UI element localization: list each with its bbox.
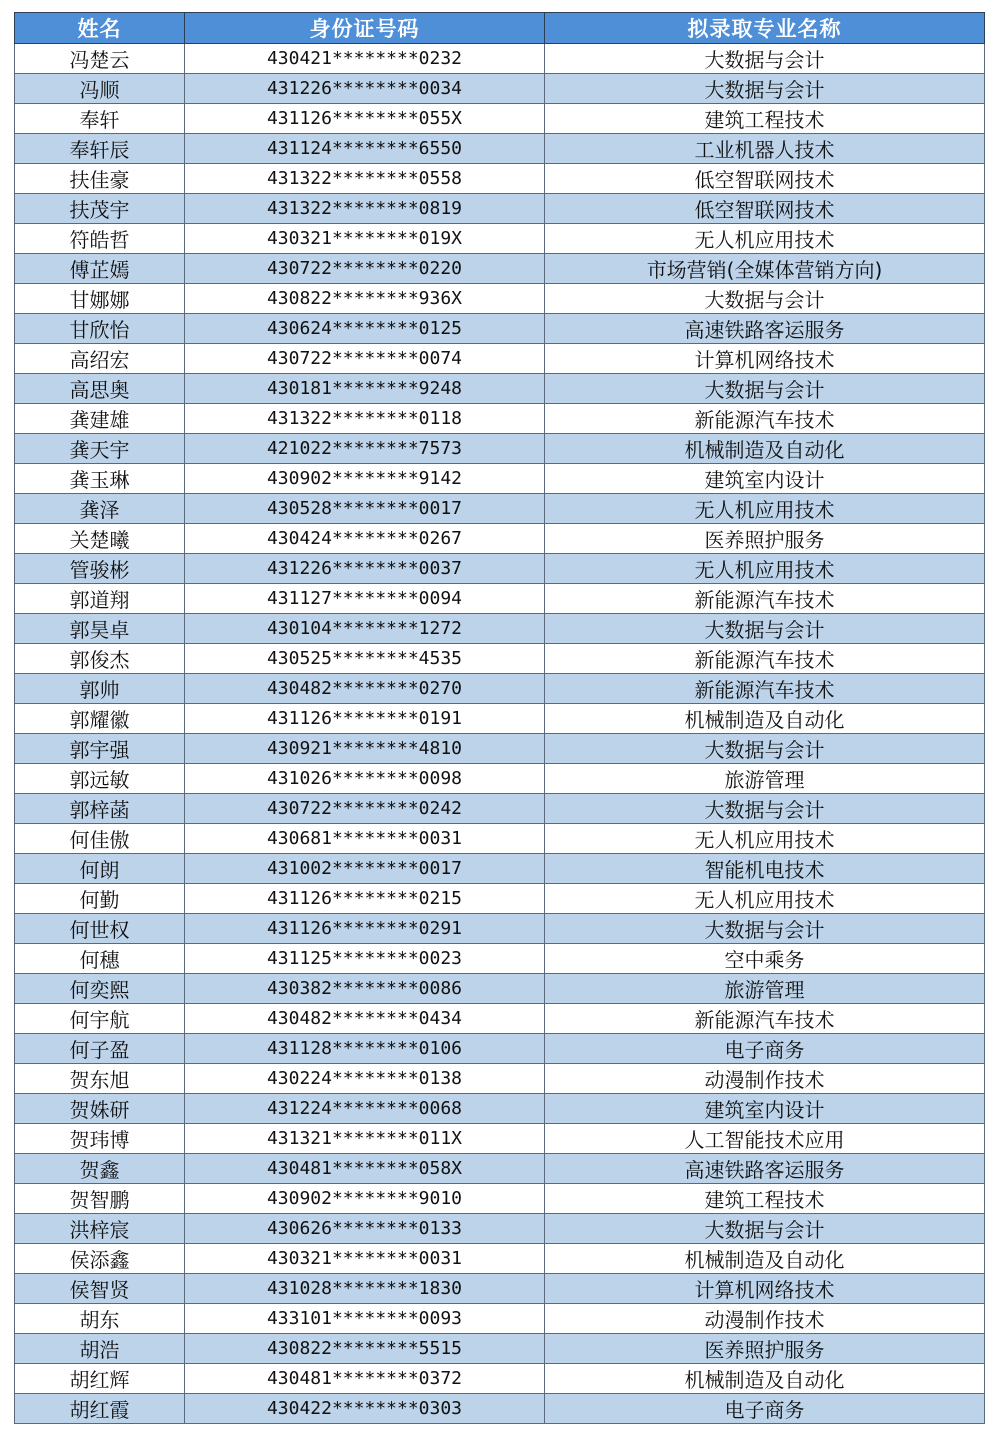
cell-id-number: 430624********0125	[185, 314, 545, 344]
cell-id-number: 431002********0017	[185, 854, 545, 884]
cell-id-number: 430181********9248	[185, 374, 545, 404]
cell-name: 贺姝研	[15, 1094, 185, 1124]
cell-name: 甘欣怡	[15, 314, 185, 344]
cell-name: 郭俊杰	[15, 644, 185, 674]
cell-id-number: 430722********0242	[185, 794, 545, 824]
cell-name: 何宇航	[15, 1004, 185, 1034]
table-row	[15, 824, 985, 854]
table-body	[15, 44, 985, 1424]
table-row	[15, 1064, 985, 1094]
cell-name: 何朗	[15, 854, 185, 884]
cell-name: 高思奥	[15, 374, 185, 404]
cell-major: 新能源汽车技术	[545, 674, 985, 704]
cell-id-number: 431026********0098	[185, 764, 545, 794]
cell-major: 新能源汽车技术	[545, 1004, 985, 1034]
cell-id-number: 431127********0094	[185, 584, 545, 614]
cell-id-number: 430482********0434	[185, 1004, 545, 1034]
cell-id-number: 430481********058X	[185, 1154, 545, 1184]
table-row	[15, 44, 985, 74]
table-row	[15, 1334, 985, 1364]
table-row	[15, 914, 985, 944]
cell-name: 郭远敏	[15, 764, 185, 794]
cell-major: 市场营销(全媒体营销方向)	[545, 254, 985, 284]
cell-major: 动漫制作技术	[545, 1304, 985, 1334]
cell-name: 关楚曦	[15, 524, 185, 554]
table-row	[15, 404, 985, 434]
cell-id-number: 430421********0232	[185, 44, 545, 74]
table-row	[15, 614, 985, 644]
cell-id-number: 430482********0270	[185, 674, 545, 704]
cell-id-number: 430626********0133	[185, 1214, 545, 1244]
cell-name: 扶茂宇	[15, 194, 185, 224]
table-row	[15, 1004, 985, 1034]
cell-name: 郭帅	[15, 674, 185, 704]
table-row	[15, 74, 985, 104]
table-row	[15, 1364, 985, 1394]
cell-id-number: 431224********0068	[185, 1094, 545, 1124]
cell-id-number: 430722********0074	[185, 344, 545, 374]
cell-id-number: 431126********055X	[185, 104, 545, 134]
cell-name: 甘娜娜	[15, 284, 185, 314]
cell-id-number: 431028********1830	[185, 1274, 545, 1304]
cell-id-number: 430424********0267	[185, 524, 545, 554]
cell-name: 郭耀徽	[15, 704, 185, 734]
cell-name: 龚建雄	[15, 404, 185, 434]
cell-major: 机械制造及自动化	[545, 1364, 985, 1394]
table-row	[15, 1394, 985, 1424]
cell-name: 冯楚云	[15, 44, 185, 74]
cell-name: 何佳傲	[15, 824, 185, 854]
table-row	[15, 674, 985, 704]
table-row	[15, 434, 985, 464]
cell-name: 高绍宏	[15, 344, 185, 374]
cell-major: 高速铁路客运服务	[545, 1154, 985, 1184]
cell-major: 计算机网络技术	[545, 1274, 985, 1304]
cell-major: 低空智联网技术	[545, 194, 985, 224]
table-row	[15, 314, 985, 344]
table-row	[15, 884, 985, 914]
cell-major: 旅游管理	[545, 764, 985, 794]
table-header-row	[15, 13, 985, 44]
cell-name: 贺鑫	[15, 1154, 185, 1184]
cell-id-number: 430224********0138	[185, 1064, 545, 1094]
cell-major: 大数据与会计	[545, 734, 985, 764]
cell-name: 龚玉琳	[15, 464, 185, 494]
table-row	[15, 164, 985, 194]
cell-id-number: 431125********0023	[185, 944, 545, 974]
header-id-number: 身份证号码	[185, 13, 545, 44]
admission-table	[14, 12, 985, 1424]
header-major: 拟录取专业名称	[545, 13, 985, 44]
cell-major: 智能机电技术	[545, 854, 985, 884]
cell-major: 计算机网络技术	[545, 344, 985, 374]
cell-id-number: 431322********0558	[185, 164, 545, 194]
cell-id-number: 430902********9142	[185, 464, 545, 494]
cell-major: 大数据与会计	[545, 74, 985, 104]
cell-major: 建筑室内设计	[545, 1094, 985, 1124]
cell-name: 贺智鹏	[15, 1184, 185, 1214]
cell-major: 建筑工程技术	[545, 104, 985, 134]
cell-id-number: 431322********0118	[185, 404, 545, 434]
table-row	[15, 494, 985, 524]
cell-id-number: 421022********7573	[185, 434, 545, 464]
cell-name: 洪梓宸	[15, 1214, 185, 1244]
cell-major: 医养照护服务	[545, 524, 985, 554]
cell-id-number: 430422********0303	[185, 1394, 545, 1424]
cell-id-number: 430528********0017	[185, 494, 545, 524]
cell-major: 无人机应用技术	[545, 824, 985, 854]
cell-name: 龚天宇	[15, 434, 185, 464]
cell-name: 奉轩辰	[15, 134, 185, 164]
cell-major: 医养照护服务	[545, 1334, 985, 1364]
table-row	[15, 734, 985, 764]
cell-id-number: 431128********0106	[185, 1034, 545, 1064]
cell-major: 低空智联网技术	[545, 164, 985, 194]
cell-major: 大数据与会计	[545, 44, 985, 74]
cell-major: 旅游管理	[545, 974, 985, 1004]
cell-major: 无人机应用技术	[545, 884, 985, 914]
cell-name: 何勤	[15, 884, 185, 914]
cell-name: 侯智贤	[15, 1274, 185, 1304]
cell-id-number: 431126********0191	[185, 704, 545, 734]
table-row	[15, 944, 985, 974]
cell-id-number: 431226********0037	[185, 554, 545, 584]
cell-name: 贺玮博	[15, 1124, 185, 1154]
admission-roster	[14, 12, 984, 1424]
cell-name: 郭昊卓	[15, 614, 185, 644]
cell-major: 新能源汽车技术	[545, 644, 985, 674]
cell-major: 大数据与会计	[545, 1214, 985, 1244]
cell-major: 大数据与会计	[545, 614, 985, 644]
cell-major: 新能源汽车技术	[545, 404, 985, 434]
cell-major: 人工智能技术应用	[545, 1124, 985, 1154]
cell-major: 新能源汽车技术	[545, 584, 985, 614]
cell-id-number: 430921********4810	[185, 734, 545, 764]
cell-name: 何穗	[15, 944, 185, 974]
table-row	[15, 254, 985, 284]
table-row	[15, 464, 985, 494]
cell-id-number: 430321********019X	[185, 224, 545, 254]
cell-id-number: 430525********4535	[185, 644, 545, 674]
cell-major: 大数据与会计	[545, 794, 985, 824]
cell-id-number: 431126********0291	[185, 914, 545, 944]
cell-name: 扶佳豪	[15, 164, 185, 194]
table-row	[15, 854, 985, 884]
table-row	[15, 584, 985, 614]
table-row	[15, 344, 985, 374]
cell-major: 电子商务	[545, 1034, 985, 1064]
cell-major: 机械制造及自动化	[545, 434, 985, 464]
cell-id-number: 433101********0093	[185, 1304, 545, 1334]
table-row	[15, 224, 985, 254]
cell-name: 何子盈	[15, 1034, 185, 1064]
table-row	[15, 1124, 985, 1154]
cell-name: 符皓哲	[15, 224, 185, 254]
cell-major: 无人机应用技术	[545, 554, 985, 584]
cell-major: 无人机应用技术	[545, 494, 985, 524]
table-row	[15, 1274, 985, 1304]
cell-major: 大数据与会计	[545, 914, 985, 944]
cell-name: 侯添鑫	[15, 1244, 185, 1274]
table-row	[15, 1244, 985, 1274]
table-row	[15, 554, 985, 584]
cell-id-number: 430681********0031	[185, 824, 545, 854]
cell-name: 管骏彬	[15, 554, 185, 584]
cell-name: 龚泽	[15, 494, 185, 524]
cell-major: 大数据与会计	[545, 374, 985, 404]
table-row	[15, 194, 985, 224]
cell-major: 机械制造及自动化	[545, 704, 985, 734]
table-row	[15, 1304, 985, 1334]
table-row	[15, 104, 985, 134]
cell-id-number: 430822********936X	[185, 284, 545, 314]
cell-name: 傅芷嫣	[15, 254, 185, 284]
cell-major: 建筑工程技术	[545, 1184, 985, 1214]
cell-major: 电子商务	[545, 1394, 985, 1424]
cell-id-number: 430321********0031	[185, 1244, 545, 1274]
header-name: 姓名	[15, 13, 185, 44]
cell-id-number: 431226********0034	[185, 74, 545, 104]
cell-id-number: 431321********011X	[185, 1124, 545, 1154]
cell-id-number: 430822********5515	[185, 1334, 545, 1364]
cell-name: 胡东	[15, 1304, 185, 1334]
table-row	[15, 1184, 985, 1214]
table-row	[15, 284, 985, 314]
cell-name: 冯顺	[15, 74, 185, 104]
cell-name: 郭道翔	[15, 584, 185, 614]
cell-id-number: 430481********0372	[185, 1364, 545, 1394]
cell-id-number: 431322********0819	[185, 194, 545, 224]
cell-name: 贺东旭	[15, 1064, 185, 1094]
cell-major: 动漫制作技术	[545, 1064, 985, 1094]
cell-name: 胡浩	[15, 1334, 185, 1364]
table-row	[15, 1034, 985, 1064]
cell-major: 工业机器人技术	[545, 134, 985, 164]
table-row	[15, 644, 985, 674]
cell-major: 无人机应用技术	[545, 224, 985, 254]
table-row	[15, 794, 985, 824]
cell-name: 胡红辉	[15, 1364, 185, 1394]
cell-major: 建筑室内设计	[545, 464, 985, 494]
cell-major: 高速铁路客运服务	[545, 314, 985, 344]
cell-major: 机械制造及自动化	[545, 1244, 985, 1274]
table-row	[15, 704, 985, 734]
cell-id-number: 431124********6550	[185, 134, 545, 164]
cell-major: 大数据与会计	[545, 284, 985, 314]
cell-name: 胡红霞	[15, 1394, 185, 1424]
table-row	[15, 1094, 985, 1124]
cell-id-number: 430104********1272	[185, 614, 545, 644]
table-row	[15, 1154, 985, 1184]
table-row	[15, 974, 985, 1004]
cell-name: 何世权	[15, 914, 185, 944]
table-row	[15, 524, 985, 554]
cell-id-number: 431126********0215	[185, 884, 545, 914]
table-row	[15, 1214, 985, 1244]
table-row	[15, 374, 985, 404]
cell-name: 郭梓菡	[15, 794, 185, 824]
table-row	[15, 134, 985, 164]
cell-id-number: 430902********9010	[185, 1184, 545, 1214]
cell-major: 空中乘务	[545, 944, 985, 974]
cell-id-number: 430382********0086	[185, 974, 545, 1004]
cell-name: 何奕熙	[15, 974, 185, 1004]
cell-id-number: 430722********0220	[185, 254, 545, 284]
cell-name: 郭宇强	[15, 734, 185, 764]
cell-name: 奉轩	[15, 104, 185, 134]
table-row	[15, 764, 985, 794]
